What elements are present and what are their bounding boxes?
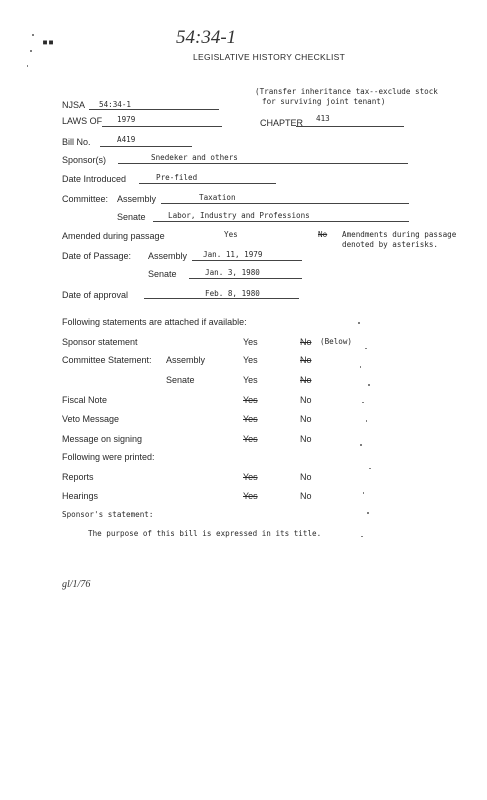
bill-no-underline [100,146,192,147]
committee-assembly-value: Taxation [199,193,236,202]
bill-no-label: Bill No. [62,137,91,147]
statement-no: No [300,434,312,444]
passage-senate-label: Senate [148,269,177,279]
speck [30,50,32,52]
amended-yes: Yes [224,230,238,239]
date-of-approval-value: Feb. 8, 1980 [205,289,260,298]
statement-yes: Yes [243,337,258,347]
printed-no: No [300,472,312,482]
speck [358,322,360,324]
date-introduced-value: Pre-filed [156,173,198,182]
amended-note-line-1: Amendments during passage [342,230,457,239]
sponsors-value: Snedeker and others [151,153,238,162]
sponsors-label: Sponsor(s) [62,155,107,165]
speck [32,34,34,36]
passage-senate-value: Jan. 3, 1980 [205,268,260,277]
printed-no: No [300,491,312,501]
speck [361,536,363,537]
committee-senate-label: Senate [117,212,146,222]
handwritten-initials: gl/1/76 [62,579,91,590]
sponsor-statement-text: The purpose of this bill is expressed in its title. [88,529,322,538]
statement-yes-struck: Yes [243,395,258,405]
laws-of-underline [102,126,222,127]
printed-yes-struck: Yes [243,472,258,482]
njsa-value: 54:34-1 [99,100,132,109]
statement-label: Sponsor statement [62,337,138,347]
speck [360,366,361,368]
printed-label: Reports [62,472,94,482]
date-introduced-label: Date Introduced [62,174,127,184]
description-line-2: for surviving joint tenant) [262,97,386,106]
amended-no-struck: No [318,230,328,239]
date-of-approval-label: Date of approval [62,290,129,300]
bill-no-value: A419 [117,135,136,144]
committee-senate-value: Labor, Industry and Professions [168,211,310,220]
statement-label: Message on signing [62,434,143,444]
statement-no: No [300,395,312,405]
passage-assembly-label: Assembly [148,251,188,261]
passage-assembly-value: Jan. 11, 1979 [203,250,263,259]
statement-yes-struck: Yes [243,414,258,424]
handwritten-statute-number: 54:34-1 [176,27,237,48]
statement-label: Committee Statement: [62,355,152,365]
njsa-label: NJSA [62,100,86,110]
attached-statements-header: Following statements are attached if available: [62,317,247,327]
speck [366,420,367,422]
chapter-underline [296,126,404,127]
speck [360,444,362,446]
statement-no-struck: No [300,355,312,365]
page-title: LEGISLATIVE HISTORY CHECKLIST [193,52,346,62]
committee-senate-underline [153,221,409,222]
njsa-underline [89,109,219,110]
speck [362,402,364,403]
statement-no-struck: No [300,375,312,385]
speck [368,384,370,386]
statement-extra: (Below) [320,337,353,346]
laws-of-value: 1979 [117,115,136,124]
statement-yes: Yes [243,355,258,365]
printed-yes-struck: Yes [243,491,258,501]
statement-yes: Yes [243,375,258,385]
printed-label: Hearings [62,491,99,501]
date-of-approval-underline [144,298,299,299]
amended-label: Amended during passage [62,231,165,241]
date-introduced-underline [139,183,276,184]
chapter-value: 413 [316,114,330,123]
sponsor-statement-label: Sponsor's statement: [62,510,154,519]
corner-mark: ▪▪ [42,37,55,48]
committee-assembly-underline [161,203,409,204]
description-line-1: (Transfer inheritance tax--exclude stock [255,87,438,96]
statement-no-struck: No [300,337,312,347]
statement-label: Veto Message [62,414,120,424]
speck [363,492,364,494]
date-of-passage-label: Date of Passage: [62,251,132,261]
statement-label: Fiscal Note [62,395,108,405]
speck [369,468,371,469]
speck [27,65,28,67]
amended-note-line-2: denoted by asterisks. [342,240,439,249]
committee-assembly-label: Assembly [117,194,157,204]
committee-label: Committee: [62,194,109,204]
statement-no: No [300,414,312,424]
printed-header: Following were printed: [62,452,155,462]
passage-senate-underline [189,278,302,279]
sponsors-underline [118,163,408,164]
speck [365,348,367,349]
statement-sub: Assembly [166,355,206,365]
passage-assembly-underline [192,260,302,261]
speck [367,512,369,514]
statement-sub: Senate [166,375,195,385]
statement-yes-struck: Yes [243,434,258,444]
laws-of-label: LAWS OF [62,116,103,126]
chapter-label: CHAPTER [260,118,304,128]
